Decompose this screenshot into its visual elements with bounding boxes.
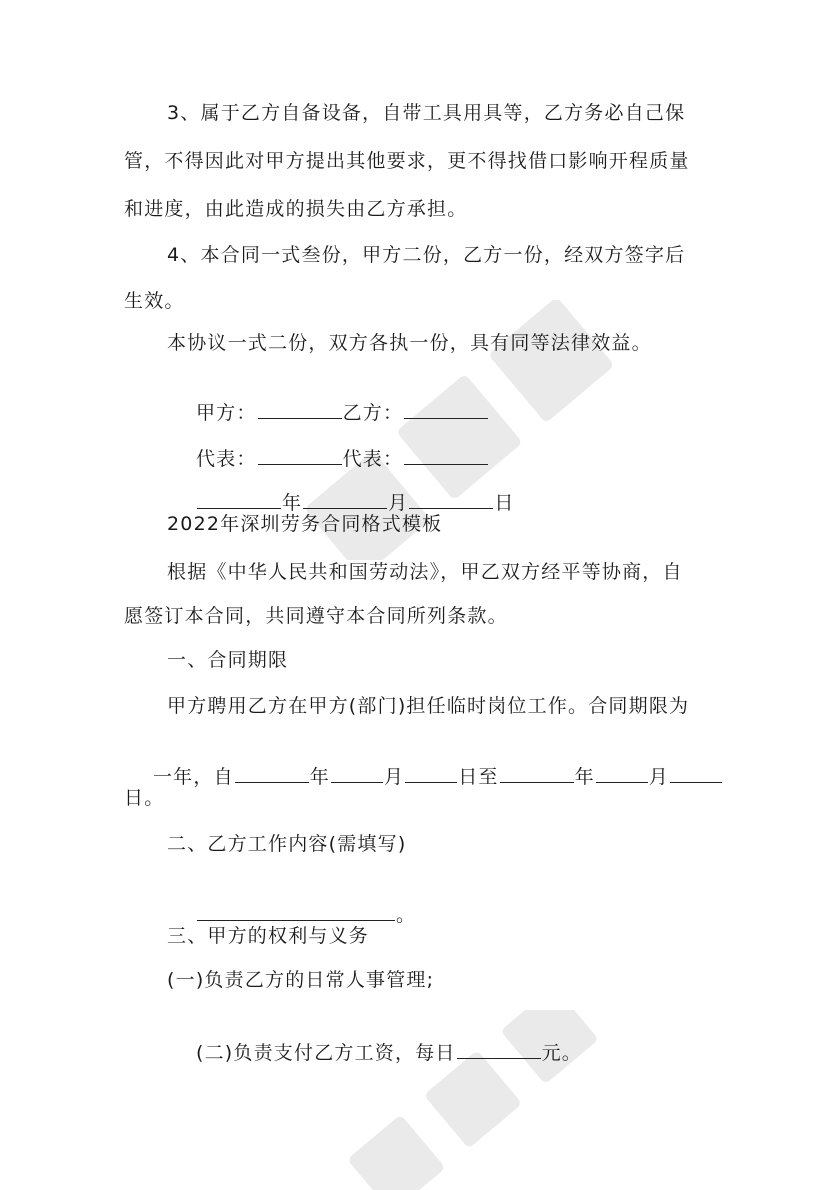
term-year1-label: 年 bbox=[309, 766, 330, 788]
paragraph-4-line2: 生效。 bbox=[124, 290, 185, 312]
date-day-blank[interactable] bbox=[409, 490, 493, 509]
term-line3: 日。 bbox=[124, 787, 165, 809]
term-start-day-blank[interactable] bbox=[405, 764, 457, 783]
paragraph-3-line3: 和进度，由此造成的损失由乙方承担。 bbox=[124, 198, 468, 220]
paragraph-4-line1: 4、本合同一式叁份，甲方二份，乙方一份，经双方签字后 bbox=[167, 244, 686, 266]
term-month1-label: 月 bbox=[383, 766, 405, 788]
rep-b-label: 代表： bbox=[342, 448, 404, 470]
rep-a-label: 代表： bbox=[195, 448, 257, 470]
duty-2-text: (二)负责支付乙方工资，每日 bbox=[195, 1042, 456, 1064]
intro-line1: 根据《中华人民共和国劳动法》，甲乙双方经平等协商，自 bbox=[167, 561, 683, 583]
term-line2 bbox=[124, 740, 723, 813]
agreement-copies: 本协议一式二份，双方各执一份，具有同等法律效益。 bbox=[167, 332, 652, 354]
section-2-heading: 二、乙方工作内容(需填写) bbox=[167, 833, 407, 855]
date-month-blank[interactable] bbox=[303, 490, 387, 509]
term-end-month-blank[interactable] bbox=[596, 764, 648, 783]
term-from-label: 一年，自 bbox=[152, 766, 234, 788]
work-content-blank[interactable] bbox=[197, 902, 395, 921]
term-year2-label: 年 bbox=[574, 766, 595, 788]
term-start-year-blank[interactable] bbox=[235, 764, 309, 783]
date-year-blank[interactable] bbox=[197, 490, 281, 509]
duty-2 bbox=[167, 1016, 582, 1089]
rep-b-blank[interactable] bbox=[404, 446, 488, 465]
party-a-label: 甲方： bbox=[195, 402, 257, 424]
paragraph-3-line2: 管，不得因此对甲方提出其他要求，更不得找借口影响开程质量 bbox=[124, 150, 690, 172]
intro-line2: 愿签订本合同，共同遵守本合同所列条款。 bbox=[124, 605, 508, 627]
party-b-label: 乙方： bbox=[342, 402, 404, 424]
duty-2-unit: 元。 bbox=[541, 1042, 583, 1064]
duty-1: (一)负责乙方的日常人事管理; bbox=[167, 969, 435, 991]
party-a-blank[interactable] bbox=[258, 400, 342, 419]
party-b-blank[interactable] bbox=[404, 400, 488, 419]
daily-wage-blank[interactable] bbox=[457, 1040, 541, 1059]
term-day-to-label: 日至 bbox=[458, 766, 499, 788]
paragraph-3-line1: 3、属于乙方自备设备，自带工具用具等，乙方务必自己保 bbox=[167, 102, 686, 124]
term-month2-label: 月 bbox=[648, 766, 669, 788]
term-start-month-blank[interactable] bbox=[331, 764, 383, 783]
work-content-end: 。 bbox=[395, 904, 417, 926]
rep-a-blank[interactable] bbox=[258, 446, 342, 465]
section-1-heading: 一、合同期限 bbox=[167, 649, 289, 671]
section-3-heading: 三、甲方的权利与义务 bbox=[167, 925, 370, 947]
date-year-label: 年 bbox=[281, 492, 303, 514]
term-end-year-blank[interactable] bbox=[500, 764, 574, 783]
date-month-label: 月 bbox=[388, 492, 409, 514]
document-title: 2022年深圳劳务合同格式模板 bbox=[167, 513, 443, 535]
term-line1: 甲方聘用乙方在甲方(部门)担任临时岗位工作。合同期限为 bbox=[167, 695, 690, 717]
term-end-day-blank[interactable] bbox=[670, 764, 722, 783]
date-day-label: 日 bbox=[494, 492, 515, 514]
